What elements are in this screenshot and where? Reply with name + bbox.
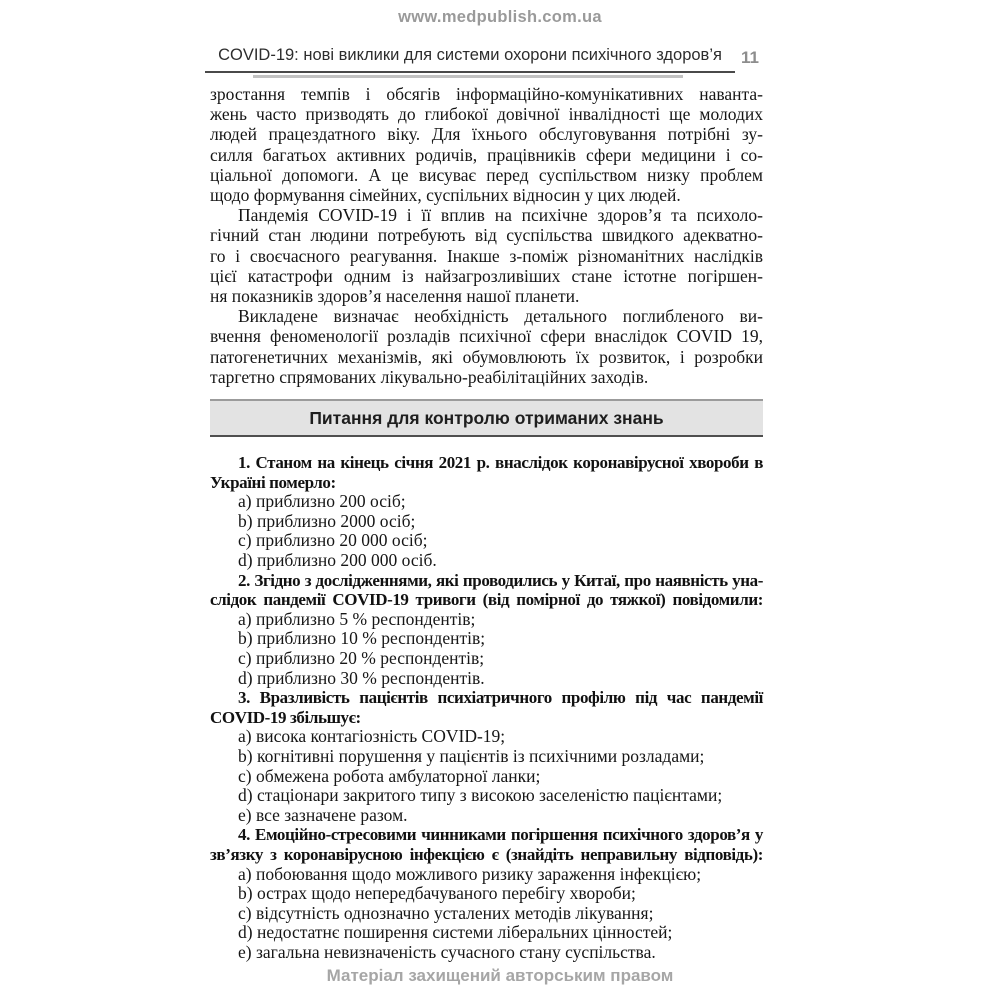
question-heading-line: слідок пандемії COVID-19 тривоги (від помірної до тяжкої) повідомили:: [210, 590, 763, 610]
text-line: зростання темпів і обсягів інформаційно-комунікативних наванта-: [210, 84, 763, 104]
text-line: Викладене визначає необхідність детального поглибленого ви-: [238, 306, 763, 327]
text-line: цієї катастрофи одним із найзагрозливіших стане істотне погіршен-: [210, 265, 763, 286]
option-line: c) приблизно 20 % респондентів;: [238, 647, 485, 668]
copyright-footer: Матеріал захищений авторським правом: [326, 966, 674, 985]
option-line: b) приблизно 10 % респондентів;: [238, 628, 486, 649]
option-line: a) приблизно 200 осіб;: [238, 491, 406, 512]
text-line: людей працездатного віку. Для їхнього обслуговування потрібні зу-: [210, 124, 763, 145]
option-line: d) приблизно 200 000 осіб.: [238, 550, 437, 571]
header-rule: [205, 71, 735, 73]
text-column: [210, 84, 763, 962]
option-line: c) обмежена робота амбулаторної ланки;: [238, 765, 541, 786]
question-block: [210, 571, 763, 689]
option-line: a) побоювання щодо можливого ризику зараження інфекцією;: [238, 863, 702, 884]
text-line: силля багатьох активних родичів, працівників сфери медицини і со-: [210, 144, 763, 165]
quiz-banner-title: Питання для контролю отриманих знань: [309, 407, 664, 428]
option-line: c) відсутність однозначно усталених методів лікування;: [238, 902, 654, 923]
text-line: вчення феноменології розладів психічної сфери внаслідок COVID 19,: [210, 326, 763, 347]
question-heading-line: 2. Згідно з дослідженнями, які проводились у Китаї, про наявність уна-: [238, 570, 763, 590]
question-heading-line: Україні померло:: [210, 472, 336, 492]
question-heading-line: зв’язку з коронавірусною інфекцією є (знайдіть неправильну відповідь):: [210, 844, 763, 864]
question-block: [210, 688, 763, 825]
chapter-title: COVID-19: нові виклики для системи охорони психічного здоров’я: [218, 46, 722, 64]
question-heading-line: COVID-19 збільшує:: [210, 707, 361, 727]
option-line: d) приблизно 30 % респондентів.: [238, 667, 485, 688]
paragraph: [210, 205, 763, 306]
option-line: b) когнітивні порушення у пацієнтів із психічними розладами;: [238, 745, 705, 766]
body-text: [210, 84, 763, 387]
text-line: щодо формування сімейних, суспільних відносин у цих людей.: [210, 185, 681, 206]
site-url-watermark: www.medpublish.com.ua: [398, 8, 602, 26]
option-line: a) приблизно 5 % респондентів;: [238, 608, 476, 629]
text-line: ціальної допомоги. А це висуває перед суспільством низку проблем: [210, 164, 763, 185]
option-line: c) приблизно 20 000 осіб;: [238, 530, 428, 551]
questions: [210, 453, 763, 962]
option-line: e) все зазначене разом.: [238, 804, 408, 825]
question-block: [210, 825, 763, 962]
text-line: гічний стан людини потребують від суспільства швидкого адекватно-: [210, 225, 763, 246]
option-line: a) висока контагіозність COVID-19;: [238, 726, 506, 747]
text-line: го і своєчасного реагування. Інакше з-поміж різноманітних наслідків: [210, 245, 763, 266]
quiz-banner: [210, 399, 763, 437]
option-line: b) приблизно 2000 осіб;: [238, 510, 416, 531]
text-line: жень часто призводять до глибокої довічної інвалідності ще молодих: [210, 104, 763, 125]
text-line: ня показників здоров’я населення нашої планети.: [210, 286, 580, 307]
text-line: Пандемія COVID-19 і її вплив на психічне здоров’я та психоло-: [238, 205, 763, 226]
option-line: d) недостатнє поширення системи ліберальних цінностей;: [238, 922, 673, 943]
running-header: [205, 46, 735, 73]
question-heading-line: 3. Вразливість пацієнтів психіатричного профілю під час пандемії: [238, 688, 763, 708]
question-block: [210, 453, 763, 571]
option-line: d) стаціонари закритого типу з високою заселеністю пацієнтами;: [238, 785, 723, 806]
text-line: патогенетичних механізмів, які обумовлюють їх розвиток, і розробки: [210, 346, 763, 367]
option-line: e) загальна невизначеність сучасного стану суспільства.: [238, 941, 656, 962]
paragraph: [210, 84, 763, 205]
option-line: b) острах щодо непередбачуваного перебігу хвороби;: [238, 883, 636, 904]
paragraph: [210, 306, 763, 387]
question-heading-line: 4. Емоційно-стресовими чинниками погіршення психічного здоров’я у: [238, 825, 763, 845]
question-heading-line: 1. Станом на кінець січня 2021 р. внаслідок коронавірусної хвороби в: [238, 453, 763, 473]
text-line: таргетно спрямованих лікувально-реабілітаційних заходів.: [210, 366, 649, 387]
header-rule-shadow: [253, 75, 683, 78]
page-number: 11: [741, 48, 759, 67]
